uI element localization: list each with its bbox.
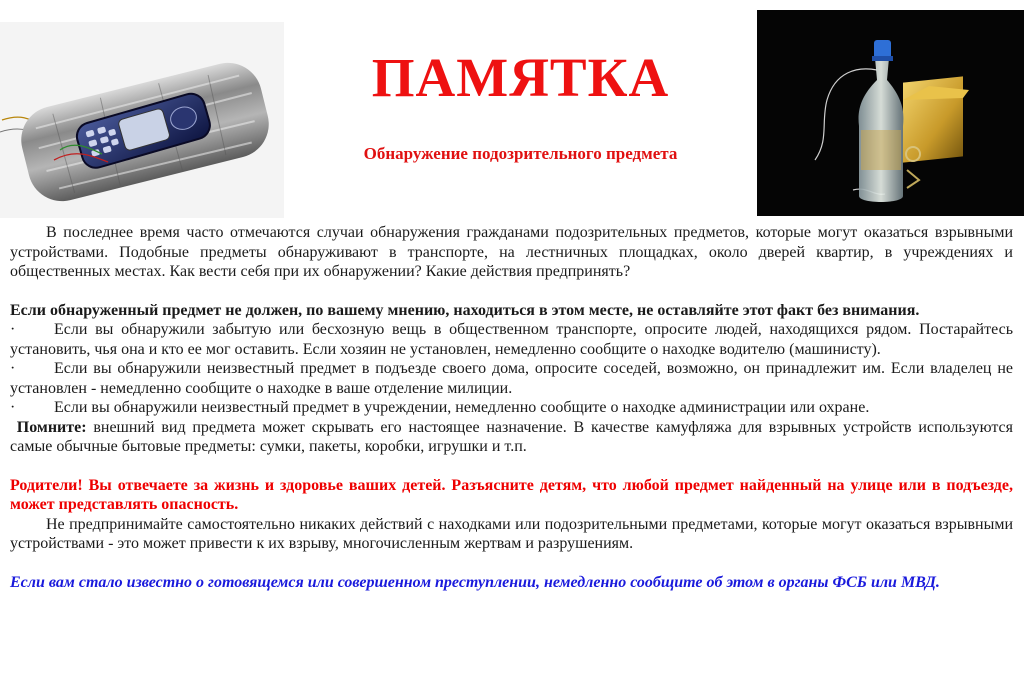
- do-not-act-paragraph: Не предпринимайте самостоятельно никаких действий с находками или подозрительными предметами, которые могут оказаться взрывными устройствами - это может привести к их взрыву, многочисленным жертвам и разрушениям.: [10, 515, 1013, 552]
- bullet-item-transport: [10, 320, 1013, 359]
- phone-bomb-illustration: [0, 22, 284, 218]
- bullet-text: Если вы обнаружили неизвестный предмет в учреждении, немедленно сообщите о находке администрации или охране.: [54, 399, 870, 416]
- bottle-bomb-photo: [757, 10, 1024, 216]
- page-subtitle: Обнаружение подозрительного предмета: [363, 144, 678, 163]
- warning-heading: Если обнаруженный предмет не должен, по вашему мнению, находиться в этом месте, не оставляйте этот факт без внимания.: [10, 301, 920, 319]
- page-title: ПАМЯТКА: [371, 47, 670, 108]
- bullet-mark: ·: [10, 360, 16, 377]
- bullet-mark: ·: [10, 321, 16, 338]
- bullet-item-institution: [10, 398, 1013, 418]
- parents-warning: Родители! Вы отвечаете за жизнь и здоровье ваших детей. Разъясните детям, что любой предмет найденный на улице или в подъезде, может представлять опасность.: [10, 476, 1013, 513]
- phone-bomb-photo: [0, 22, 284, 218]
- bullet-text: Если вы обнаружили неизвестный предмет в подъезде своего дома, опросите соседей, возможно, он принадлежит им. Если владелец не установлен - немедленно сообщите о находке в ваше отделение милиции.: [10, 360, 1013, 397]
- remember-paragraph: [10, 418, 1013, 457]
- bullet-mark: ·: [10, 399, 16, 416]
- memo-body: [10, 223, 1013, 592]
- bullet-item-entrance: [10, 359, 1013, 398]
- bottle-bomb-illustration: [757, 10, 1024, 216]
- intro-paragraph: В последнее время часто отмечаются случаи обнаружения гражданами подозрительных предметов, которые могут оказаться взрывными устройствами. Подобные предметы обнаруживают в транспорте, на лестничных площадках, около дверей квартир, в учреждениях и общественных местах. Как вести себя при их обнаружении? Какие действия предпринять?: [10, 224, 1013, 280]
- remember-text: внешний вид предмета может скрывать его настоящее назначение. В качестве камуфляжа для взрывных устройств используются самые обычные бытовые предметы: сумки, пакеты, коробки, игрушки и т.п.: [10, 418, 1013, 455]
- remember-label: Помните:: [16, 418, 87, 436]
- report-paragraph: Если вам стало известно о готовящемся или совершенном преступлении, немедленно сообщите об этом в органы ФСБ или МВД.: [10, 573, 940, 591]
- bullet-text: Если вы обнаружили забытую или бесхозную вещь в общественном транспорте, опросите людей, находящихся рядом. Постарайтесь установить, чья она и кто ее мог оставить. Если хозяин не установлен, немедленно сообщите о находке водителю (машинисту).: [10, 321, 1013, 358]
